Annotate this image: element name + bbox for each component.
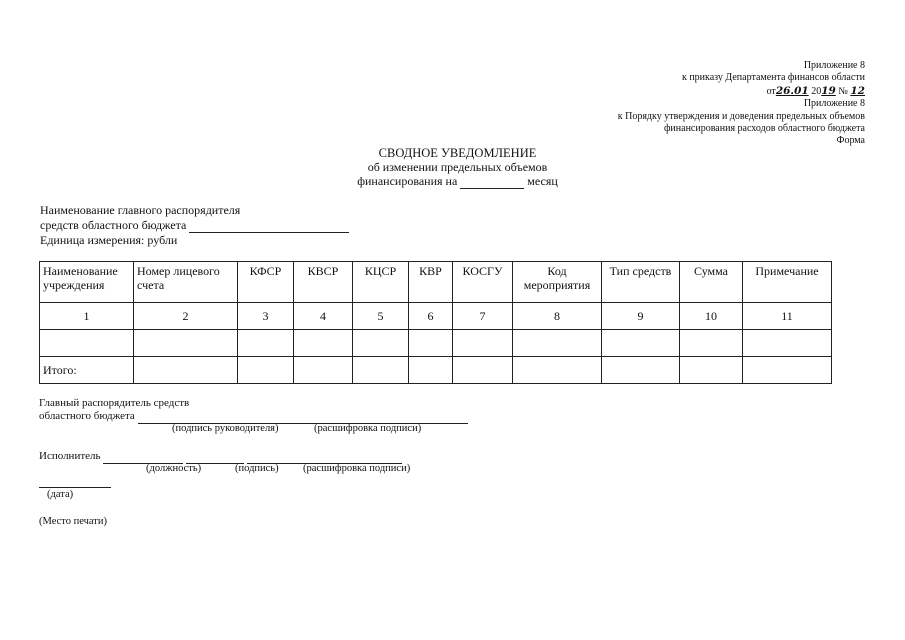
table-cell (353, 357, 409, 384)
header-cell: КЦСР (353, 262, 409, 303)
form-label: Форма (836, 135, 865, 147)
stamp-place: (Место печати) (39, 516, 107, 527)
executor-label: Исполнитель (39, 450, 101, 462)
executor-sign-line (186, 450, 244, 464)
header-cell: Примечание (743, 262, 832, 303)
table-cell (513, 357, 602, 384)
header-cell: КВСР (294, 262, 353, 303)
date-prefix: от (766, 85, 776, 97)
table-cell (602, 357, 680, 384)
handwritten-date: 26.01 (775, 84, 809, 97)
appendix-line-4: Приложение 8 (803, 98, 865, 110)
table-number-row (40, 303, 832, 330)
number-cell: 7 (453, 303, 513, 330)
table-cell (453, 330, 513, 357)
number-cell: 4 (294, 303, 353, 330)
appendix-line-1: Приложение 8 (803, 60, 865, 71)
table-cell (238, 330, 294, 357)
table-cell (743, 357, 832, 384)
table-row (40, 330, 832, 357)
number-cell: 8 (513, 303, 602, 330)
table-cell (134, 330, 238, 357)
number-cell: 10 (680, 303, 743, 330)
table-cell (294, 330, 353, 357)
document-title (5, 146, 905, 189)
header-cell: КФСР (238, 262, 294, 303)
date-caption: (дата) (47, 489, 74, 500)
manager-label-1: Наименование главного распорядителя (40, 203, 241, 217)
table-header-row (40, 262, 832, 303)
title-sub-1: об изменении предельных объемов (367, 160, 548, 174)
table-cell (602, 330, 680, 357)
month-blank (460, 174, 524, 189)
number-cell: 6 (409, 303, 453, 330)
main-signature-line (138, 410, 468, 424)
title-sub-2: финансирования на месяц (357, 174, 558, 188)
appendix-line-6: финансирования расходов областного бюджета (663, 123, 865, 135)
meta-block (40, 203, 349, 248)
units-label: Единица измерения: рубли (40, 233, 178, 247)
total-label: Итого: (40, 357, 134, 384)
appendix-line-5: к Порядку утверждения и доведения предельных объемов (617, 110, 865, 122)
main-manager-label-2: областного бюджета (39, 410, 135, 422)
executor-position-line (103, 450, 183, 464)
date-mid: 20 (808, 85, 822, 97)
notification-table (39, 261, 832, 384)
manager-label-2: средств областного бюджета (40, 218, 349, 234)
main-manager-signature (39, 397, 468, 424)
header-cell: Тип средств (602, 262, 680, 303)
header-cell: КВР (409, 262, 453, 303)
number-cell: 2 (134, 303, 238, 330)
main-manager-label-1: Главный распорядитель средств (39, 397, 190, 409)
appendix-line-2: к приказу Департамента финансов области (681, 72, 865, 84)
table-cell (40, 330, 134, 357)
header-cell: Код мероприятия (513, 262, 602, 303)
manager-blank (189, 218, 349, 234)
executor-cap-decoding: (расшифровка подписи) (303, 463, 411, 474)
table-cell (294, 357, 353, 384)
main-cap-signature: (подпись руководителя) (172, 423, 279, 434)
order-date-line (618, 85, 865, 98)
table-cell (513, 330, 602, 357)
number-cell: 5 (353, 303, 409, 330)
number-cell: 9 (602, 303, 680, 330)
executor-cap-sign: (подпись) (235, 463, 279, 474)
executor-cap-position: (должность) (146, 463, 202, 474)
handwritten-number: 12 (850, 84, 865, 97)
table-cell (409, 357, 453, 384)
table-cell (238, 357, 294, 384)
executor-decoding-line (247, 450, 402, 464)
header-cell: Наименование учреждения (40, 262, 134, 303)
header-cell: КОСГУ (453, 262, 513, 303)
number-prefix: № (835, 85, 851, 97)
number-cell: 3 (238, 303, 294, 330)
handwritten-year: 19 (821, 84, 836, 97)
appendix-header (618, 60, 865, 148)
header-cell: Сумма (680, 262, 743, 303)
title-main: СВОДНОЕ УВЕДОМЛЕНИЕ (378, 146, 537, 160)
table-cell (680, 330, 743, 357)
table-cell (353, 330, 409, 357)
table-cell (453, 357, 513, 384)
table-cell (680, 357, 743, 384)
header-cell: Номер лицевого счета (134, 262, 238, 303)
table-cell (409, 330, 453, 357)
executor-signature (39, 450, 402, 464)
table-cell (743, 330, 832, 357)
number-cell: 1 (40, 303, 134, 330)
date-line (39, 486, 111, 488)
table-cell (134, 357, 238, 384)
main-cap-decoding: (расшифровка подписи) (314, 423, 422, 434)
table-total-row (40, 357, 832, 384)
number-cell: 11 (743, 303, 832, 330)
